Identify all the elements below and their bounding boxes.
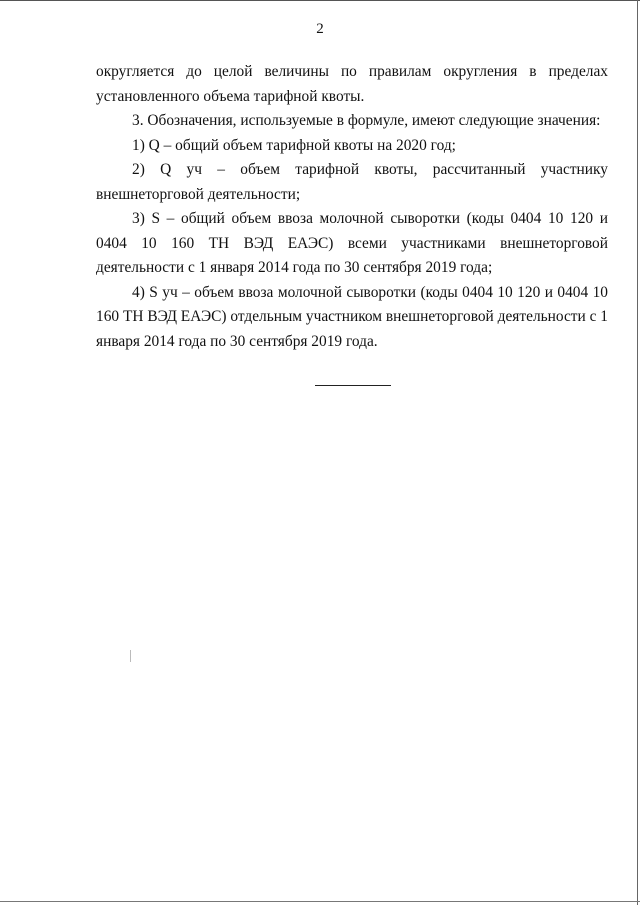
document-body (96, 60, 608, 354)
paragraph-definitions-intro: 3. Обозначения, используемые в формуле, имеют следующие значения: (132, 112, 601, 129)
scan-edge-right (637, 0, 638, 905)
paragraph-continuation: округляется до целой величины по правилам округления в пределах установленного объема тарифной квоты. (96, 63, 608, 105)
paragraph-definition-q: 1) Q – общий объем тарифной квоты на 2020 год; (132, 136, 456, 154)
scan-edge-bottom (0, 901, 640, 902)
end-of-document-rule (315, 385, 391, 386)
paragraph-definition-s-uch: 4) S уч – объем ввоза молочной сыворотки (коды 0404 10 120 и 0404 10 160 ТН ВЭД ЕАЭС) отдельным участником внешнеторговой деятельности с 1 января 2014 года по 30 сентября 2019 года. (96, 283, 608, 350)
page-number: 2 (316, 21, 324, 37)
scan-edge-top (0, 0, 640, 1)
paragraph-definition-s: 3) S – общий объем ввоза молочной сыворотки (коды 0404 10 120 и 0404 10 160 ТН ВЭД ЕАЭС) всеми участниками внешнеторговой деятельности с 1 января 2014 года по 30 сентября 2019 года; (96, 210, 608, 276)
scan-speck (130, 650, 131, 662)
paragraph-definition-q-uch: 2) Q уч – объем тарифной квоты, рассчитанный участнику внешнеторговой деятельности; (96, 161, 608, 203)
